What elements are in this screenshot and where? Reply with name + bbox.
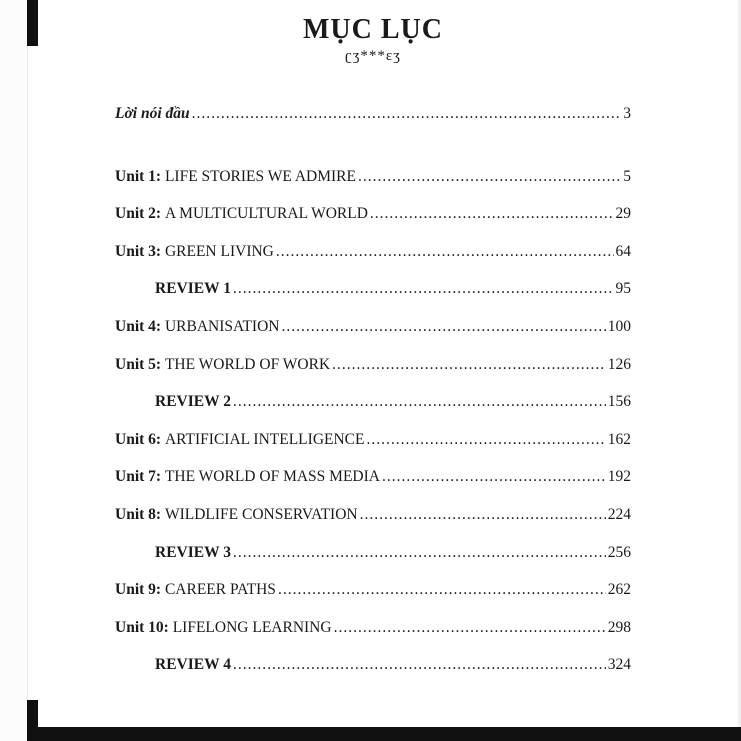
toc-entry-prefix: Unit 3:: [115, 242, 165, 260]
toc-entry-prefix: Unit 1:: [115, 167, 165, 185]
toc-entry-page-number: 64: [615, 242, 631, 260]
table-of-contents: [115, 105, 631, 675]
toc-entry-page-number: 29: [615, 205, 631, 223]
toc-entry: [115, 205, 631, 224]
toc-entry: [115, 431, 631, 450]
book-cover-edge-top-left: [27, 0, 38, 46]
dot-leader: [332, 356, 606, 375]
dot-leader: [233, 280, 614, 299]
toc-entry-list: [115, 168, 631, 675]
toc-entry: [115, 544, 631, 563]
toc-entry-title: THE WORLD OF WORK: [164, 355, 331, 373]
toc-entry-title: REVIEW 1: [155, 280, 231, 298]
toc-entry-label: [155, 393, 231, 412]
toc-entry-page-number: 324: [607, 656, 631, 674]
toc-entry-label: [115, 581, 276, 600]
toc-entry-page-number: 262: [607, 581, 631, 599]
toc-entry-title: REVIEW 3: [155, 543, 231, 561]
toc-entry: [115, 243, 631, 262]
toc-entry-title: WILDLIFE CONSERVATION: [164, 505, 358, 523]
page-title: MỤC LỤC: [303, 14, 443, 45]
toc-entry-page-number: 298: [607, 618, 631, 636]
toc-entry-page-number: 192: [607, 468, 631, 486]
toc-entry-label: Lời nói đầu: [115, 105, 190, 122]
toc-entry-label: [115, 205, 368, 224]
toc-entry-title: GREEN LIVING: [164, 242, 274, 260]
page-left-gutter: [0, 0, 28, 741]
toc-entry-prefix: Unit 2:: [115, 205, 165, 223]
toc-entry-prefix: Unit 9:: [115, 581, 165, 599]
toc-entry-title: REVIEW 2: [155, 393, 231, 411]
toc-entry-prefix: Unit 5:: [115, 355, 165, 373]
toc-entry-title: A MULTICULTURAL WORLD: [164, 205, 368, 223]
toc-entry-page-number: 256: [607, 543, 631, 561]
toc-entry: [115, 318, 631, 337]
toc-entry-label: [115, 506, 358, 525]
toc-entry-label: [115, 318, 280, 337]
toc-entry-label: [115, 243, 274, 262]
toc-entry-page-number: 156: [607, 393, 631, 411]
dot-leader: [276, 243, 614, 262]
dot-leader: [278, 581, 606, 600]
book-cover-edge-bottom: [27, 727, 741, 741]
toc-entry: [115, 280, 631, 299]
dot-leader: [358, 168, 621, 187]
toc-entry-page-number: 5: [623, 167, 631, 185]
toc-content: [115, 14, 631, 694]
toc-entry-label: [155, 544, 231, 563]
dot-leader: [370, 205, 614, 224]
toc-entry-label: [115, 168, 356, 187]
toc-entry: [115, 619, 631, 638]
toc-entry-title: LIFELONG LEARNING: [172, 618, 332, 636]
toc-entry-label: [115, 619, 332, 638]
toc-entry-preface: [115, 105, 631, 124]
toc-entry: [115, 393, 631, 412]
toc-entry-title: CAREER PATHS: [164, 581, 276, 599]
dot-leader: [382, 468, 606, 487]
toc-entry-label: [155, 280, 231, 299]
toc-entry-title: URBANISATION: [164, 317, 280, 335]
toc-entry-label: [115, 356, 330, 375]
toc-entry-page-number: 126: [607, 355, 631, 373]
toc-entry: [115, 656, 631, 675]
toc-entry-label: [115, 468, 380, 487]
toc-entry-title: LIFE STORIES WE ADMIRE: [164, 167, 356, 185]
toc-entry-label: [155, 656, 231, 675]
dot-leader: [233, 393, 606, 412]
toc-entry-page-number: 3: [623, 105, 631, 122]
toc-entry: [115, 581, 631, 600]
toc-entry: [115, 168, 631, 187]
toc-entry-prefix: Unit 10:: [115, 618, 173, 636]
dot-leader: [233, 656, 606, 675]
toc-entry-title: THE WORLD OF MASS MEDIA: [164, 468, 380, 486]
toc-entry-prefix: Unit 6:: [115, 430, 165, 448]
toc-entry-prefix: Unit 8:: [115, 505, 165, 523]
toc-entry: [115, 468, 631, 487]
toc-entry-page-number: 224: [607, 505, 631, 523]
toc-entry-title: REVIEW 4: [155, 656, 231, 674]
toc-entry: [115, 506, 631, 525]
toc-entry-prefix: Unit 7:: [115, 468, 165, 486]
toc-entry-label: [115, 431, 364, 450]
toc-entry-page-number: 162: [607, 430, 631, 448]
dot-leader: [334, 619, 606, 638]
toc-entry: [115, 356, 631, 375]
toc-entry-page-number: 95: [615, 280, 631, 298]
dot-leader: [233, 544, 606, 563]
toc-entry-title: ARTIFICIAL INTELLIGENCE: [164, 430, 365, 448]
dot-leader: [282, 318, 606, 337]
dot-leader: [360, 506, 606, 525]
dot-leader: [366, 431, 605, 450]
toc-entry-prefix: Unit 4:: [115, 317, 165, 335]
dot-leader: [192, 105, 622, 124]
ornament-divider: ʗʒ***ɛʒ: [345, 48, 401, 64]
toc-entry-page-number: 100: [607, 317, 631, 335]
